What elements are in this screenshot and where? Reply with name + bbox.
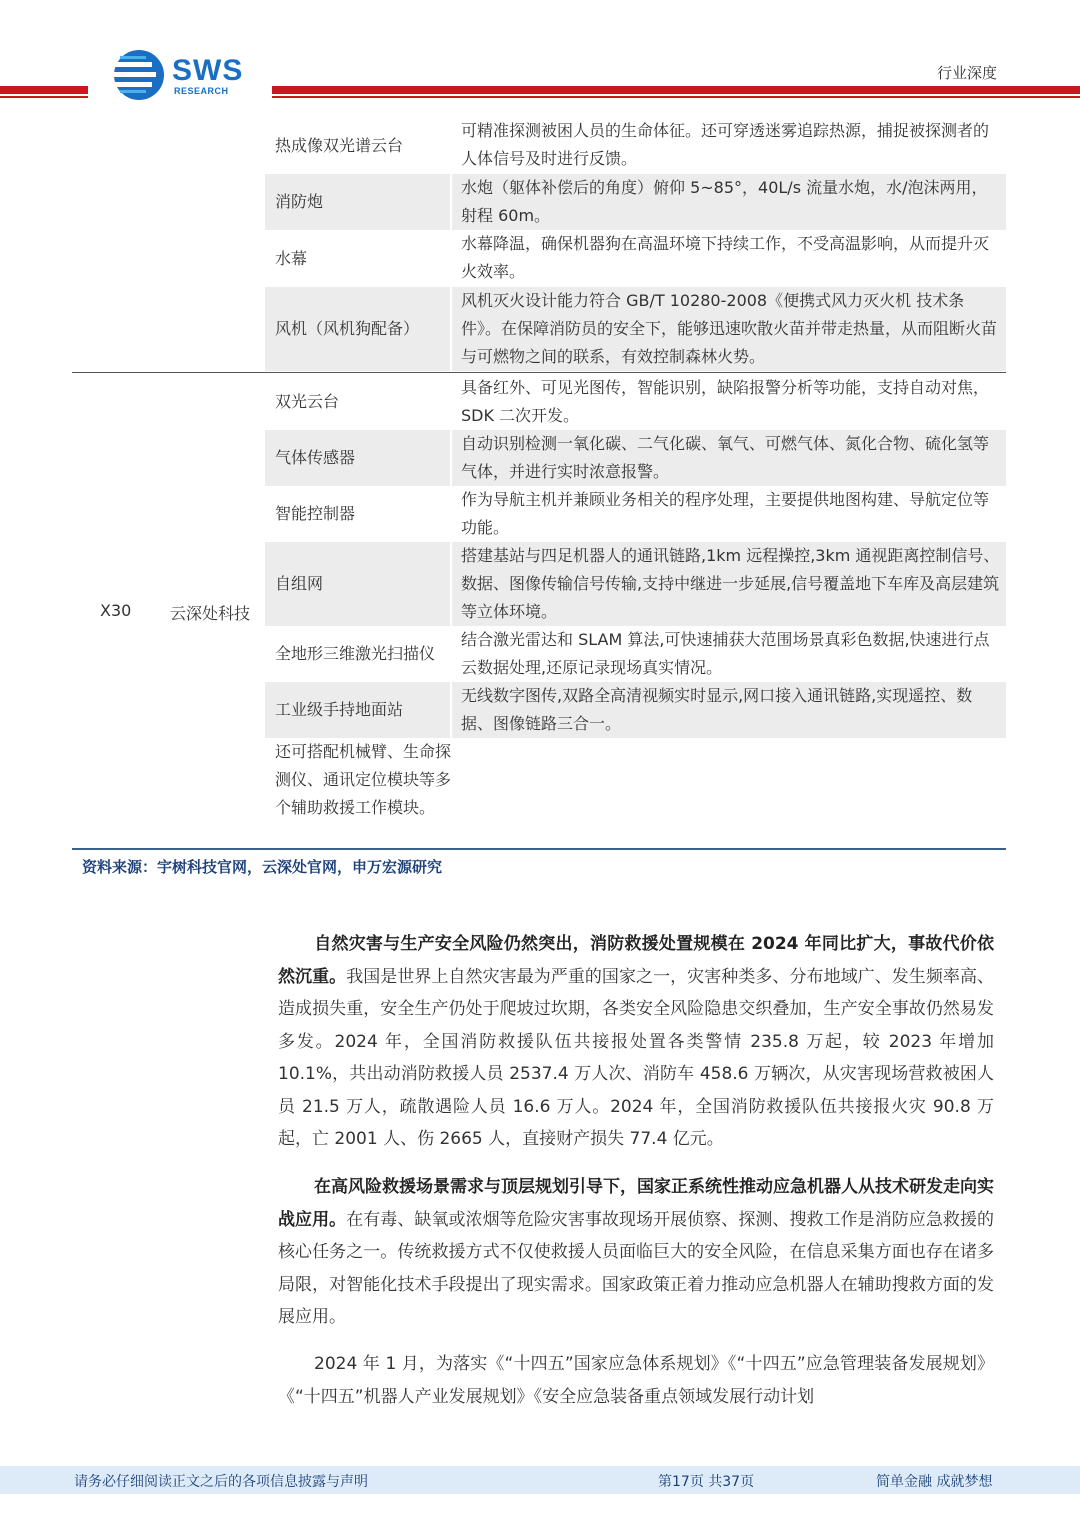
module-name: 工业级手持地面站 xyxy=(275,700,404,719)
table-source: 资料来源：宇树科技官网，云深处官网，申万宏源研究 xyxy=(82,858,443,876)
table-row xyxy=(265,542,1006,626)
table-row xyxy=(265,486,1006,542)
module-name: 热成像双光谱云台 xyxy=(275,136,404,155)
table-bottom-rule xyxy=(72,848,1006,850)
table-row xyxy=(265,117,1006,175)
module-name: 消防炮 xyxy=(275,192,324,211)
table-row xyxy=(265,374,1006,430)
module-desc: 结合激光雷达和 SLAM 算法,可快速捕获大范围场景真彩色数据,快速进行点云数据处理,还原记录现场真实情况。 xyxy=(461,630,990,677)
table-row xyxy=(265,738,1006,849)
module-name: 风机（风机狗配备） xyxy=(275,319,420,338)
module-desc: 作为导航主机并兼顾业务相关的程序处理，主要提供地图构建、导航定位等功能。 xyxy=(461,490,990,537)
robot-model: X30 xyxy=(100,601,132,620)
module-name: 水幕 xyxy=(275,248,308,268)
page-header xyxy=(0,0,1080,110)
table-row xyxy=(265,430,1006,486)
header-rule-thin xyxy=(272,96,1080,98)
module-name: 全地形三维激光扫描仪 xyxy=(275,644,436,663)
equipment-table xyxy=(72,117,1006,850)
paragraph-text: 在有毒、缺氧或浓烟等危险灾害事故现场开展侦察、探测、搜救工作是消防应急救援的核心任务之一。传统救援方式不仅使救援人员面临巨大的安全风险，在信息采集方面也存在诸多局限，对智能化技术手段提出了现实需求。国家政策正着力推动应急机器人在辅助搜救方面的发展应用。 xyxy=(278,1209,995,1327)
module-name: 气体传感器 xyxy=(275,448,356,467)
paragraph-lead: 在高风险救援场景需求与顶层规划引导下，国家正系统性推动应急机器人从技术研发走向实战应用。 xyxy=(278,1177,994,1230)
paragraph xyxy=(278,1171,994,1334)
module-desc: 自动识别检测一氧化碳、二气化碳、氧气、可燃气体、氮化合物、硫化氢等气体，并进行实时浓意报警。 xyxy=(461,434,990,481)
header-rule xyxy=(0,86,88,94)
paragraph xyxy=(278,928,994,1156)
table-row xyxy=(265,682,1006,738)
module-desc: 水幕降温，确保机器狗在高温环境下持续工作，不受高温影响，从而提升灭火效率。 xyxy=(461,234,990,281)
logo-subtext: RESEARCH xyxy=(174,86,229,96)
table-row xyxy=(265,174,1006,230)
company-name: 云深处科技 xyxy=(170,604,251,623)
page-footer xyxy=(0,1466,1080,1494)
group-divider xyxy=(72,372,1006,373)
header-rule xyxy=(272,86,1080,94)
table-row xyxy=(265,230,1006,287)
paragraph xyxy=(278,1348,994,1413)
paragraph-lead: 自然灾害与生产安全风险仍然突出，消防救援处置规模在 2024 年同比扩大，事故代价依然沉重。 xyxy=(278,934,994,987)
module-desc: 风机灭火设计能力符合 GB/T 10280-2008《便携式风力灭火机 技术条件》。在保障消防员的安全下，能够迅速吹散火苗并带走热量，从而阻断火苗与可燃物之间的联系，有效控制森林火势。 xyxy=(461,291,998,366)
module-desc: 具备红外、可见光图传，智能识别，缺陷报警分析等功能，支持自动对焦，SDK 二次开发。 xyxy=(461,378,990,425)
sws-logo xyxy=(112,48,252,102)
paragraph-text: 我国是世界上自然灾害最为严重的国家之一，灾害种类多、分布地域广、发生频率高、造成损失重，安全生产仍处于爬坡过坎期，各类安全风险隐患交织叠加，生产安全事故仍然易发多发。2024 年，全国消防救援队伍共接报处置各类警情 235.8 万起，较 2023 年增加 10.1%，共出动消防救援人员 2537.4 万人次、消防车 458.6 万辆次，从灾害现场营救被困人员 21.5 万人，疏散遇险人员 16.6 万人。2024 年，全国消防救援队伍共接报火灾 90.8 万起，亡 2001 人、伤 2665 人，直接财产损失 77.4 亿元。 xyxy=(278,966,995,1149)
footer-disclaimer: 请务必仔细阅读正文之后的各项信息披露与声明 xyxy=(74,1474,368,1490)
module-desc: 水炮（躯体补偿后的角度）俯仰 5~85°，40L/s 流量水炮，水/泡沫两用，射程 60m。 xyxy=(461,178,988,225)
paragraph-text: 2024 年 1 月，为落实《“十四五”国家应急体系规划》《“十四五”应急管理装备发展规划》《“十四五”机器人产业发展规划》《安全应急装备重点领域发展行动计划 xyxy=(278,1354,994,1407)
module-name: 双光云台 xyxy=(275,392,340,411)
module-desc: 可精准探测被困人员的生命体征。还可穿透迷雾追踪热源，捕捉被探测者的人体信号及时进行反馈。 xyxy=(461,121,990,168)
header-rule-thin xyxy=(0,96,88,98)
module-desc: 搭建基站与四足机器人的通讯链路,1km 远程操控,3km 通视距离控制信号、数据、图像传输信号传输,支持中继进一步延展,信号覆盖地下车库及高层建筑等立体环境。 xyxy=(461,546,1000,621)
module-name: 智能控制器 xyxy=(275,504,356,523)
footer-slogan: 简单金融 成就梦想 xyxy=(876,1474,993,1490)
sws-globe-icon xyxy=(112,48,168,102)
module-desc: 无线数字图传,双路全高清视频实时显示,网口接入通讯链路,实现遥控、数据、图像链路三合一。 xyxy=(461,686,973,733)
logo-wordmark: SWS xyxy=(172,54,244,87)
table-row xyxy=(265,287,1006,371)
module-name: 还可搭配机械臂、生命探测仪、通讯定位模块等多个辅助救援工作模块。 xyxy=(275,742,452,817)
table-row xyxy=(265,626,1006,682)
header-category-label: 行业深度 xyxy=(936,64,997,82)
page-number: 第17页 共37页 xyxy=(658,1474,755,1490)
module-name: 自组网 xyxy=(275,574,324,593)
